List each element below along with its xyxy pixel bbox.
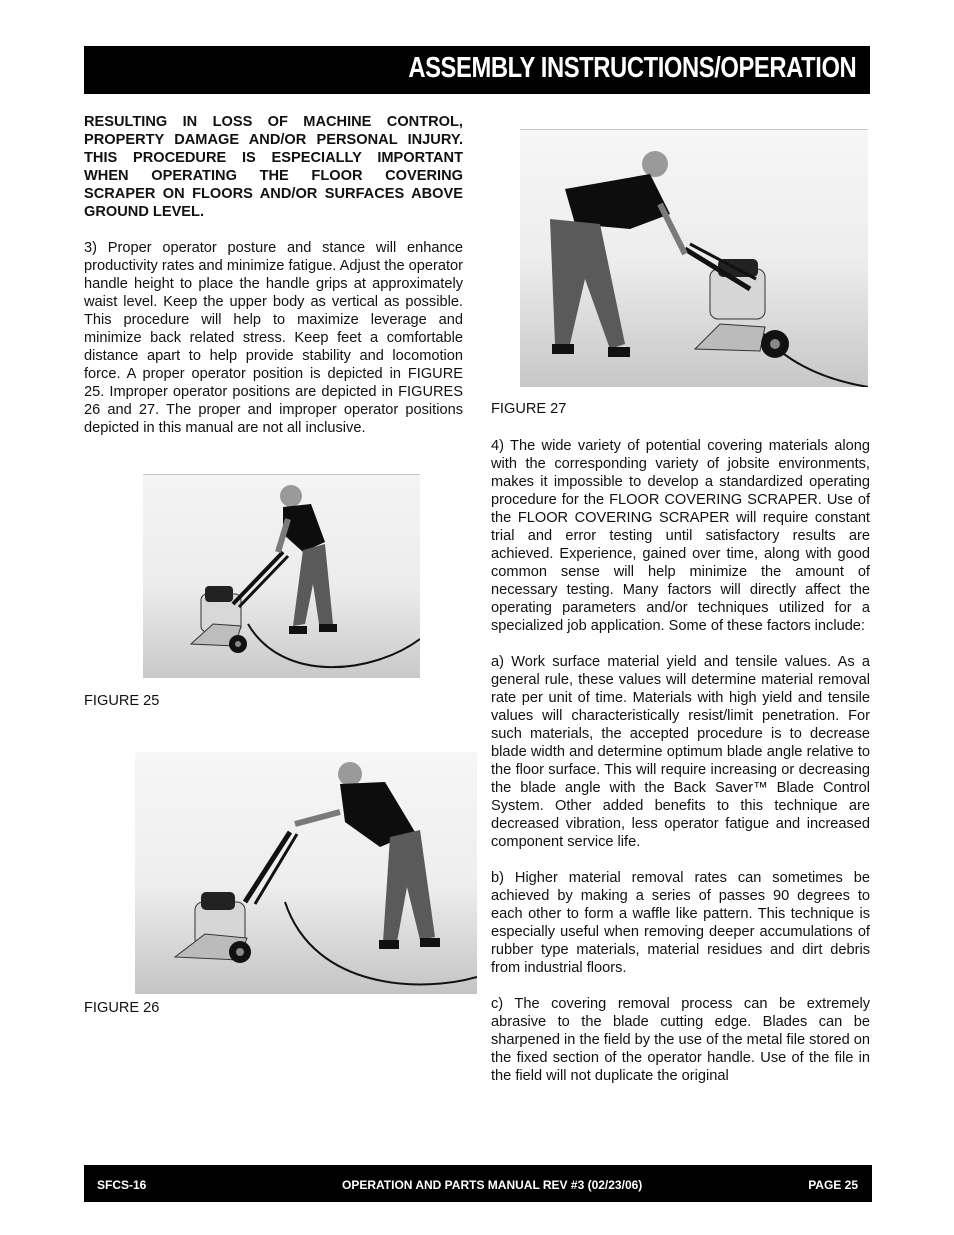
figure-27-caption: FIGURE 27 [491, 401, 567, 417]
header-bar [84, 46, 870, 94]
right-column-text [491, 437, 870, 1085]
figure-25-photo [143, 474, 420, 678]
page-title: ASSEMBLY INSTRUCTIONS/OPERATION [408, 52, 856, 84]
footer-page-number: PAGE 25 [808, 1178, 858, 1192]
figure-26-caption: FIGURE 26 [84, 1000, 160, 1016]
paragraph-b: b) Higher material removal rates can sometimes be achieved by making a series of passes 90 degrees to each other to form a waffle like pattern. This technique is especially useful when removing deeper accumulations of rubber type materials, material residues and dirt debris from industrial floors. [491, 870, 870, 976]
paragraph-a: a) Work surface material yield and tensile values. As a general rule, these values will determine material removal rate per unit of time. Materials with high yield and tensile values will characteristically resist/limit penetration. For such materials, the accepted procedure is to decrease blade width and determine optimum blade angle relative to the floor surface. This will require increasing or decreasing the blade angle with the Back Saver™ Blade Control System. Other added benefits to this technique are decreased vibration, less operator fatigue and increased component service life. [491, 654, 870, 850]
paragraph-4: 4) The wide variety of potential covering materials along with the corresponding variety of jobsite environments, makes it impossible to develop a standardized operating procedure for the FLOOR COVERING SCRAPER. Use of the FLOOR COVERING SCRAPER will require constant trial and error testing until satisfactory results are achieved. Experience, gained over time, along with good common sense will help minimize the amount of necessary testing. Many factors will directly affect the operating parameters and/or techniques utilized for a specialized job application. Some of these factors include: [491, 438, 870, 634]
footer-model: SFCS-16 [97, 1178, 147, 1192]
paragraph-3: 3) Proper operator posture and stance will enhance productivity rates and minimize fatigue. Adjust the operator handle height to place the handle grips at approximately waist level. Keep the upper body as vertical as possible. This procedure will help to maximize leverage and minimize back related stress. Keep feet a comfortable distance apart to help provide stability and locomotion force. A proper operator position is depicted in FIGURE 25. Improper operator positions are depicted in FIGURES 26 and 27. The proper and improper operator positions depicted in this manual are not all inclusive. [84, 240, 463, 436]
figure-25-caption: FIGURE 25 [84, 693, 160, 709]
paragraph-c: c) The covering removal process can be extremely abrasive to the blade cutting edge. Blades can be sharpened in the field by the use of the metal file stored on the fixed section of the operator handle. Use of the file in the field will not duplicate the original [491, 996, 870, 1084]
figure-27-photo [520, 129, 868, 387]
warning-text: RESULTING IN LOSS OF MACHINE CONTROL, PROPERTY DAMAGE AND/OR PERSONAL INJURY. THIS PROCEDURE IS ESPECIALLY IMPORTANT WHEN OPERATING THE FLOOR COVERING SCRAPER ON FLOORS AND/OR SURFACES ABOVE GROUND LEVEL. [84, 114, 463, 220]
figure-26-photo [135, 752, 477, 994]
footer-bar [84, 1165, 872, 1202]
footer-manual-title: OPERATION AND PARTS MANUAL REV #3 (02/23/06) [342, 1178, 643, 1192]
left-column-text [84, 113, 463, 437]
